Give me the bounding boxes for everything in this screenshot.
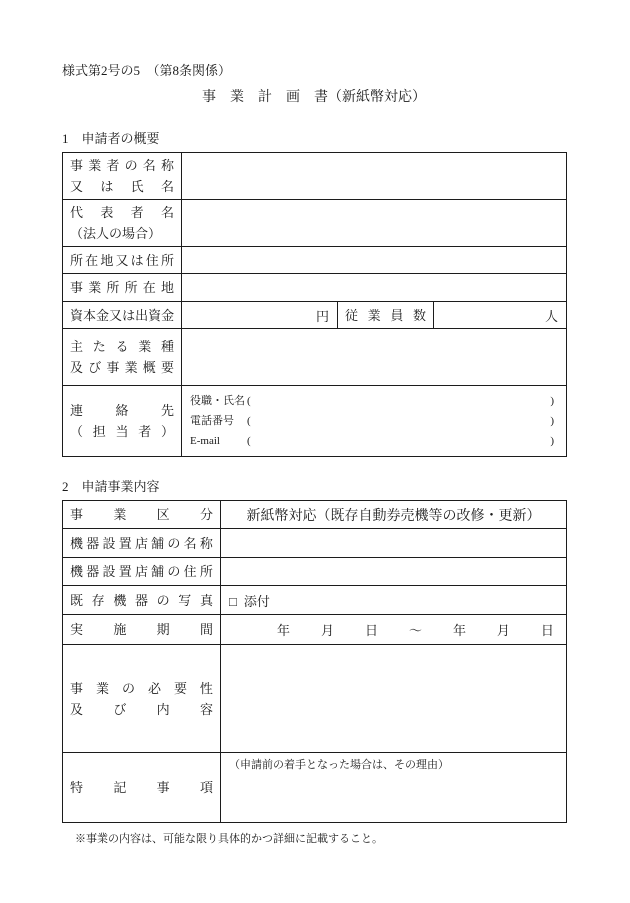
day-label: 日 — [540, 623, 554, 638]
label-location: 所 在 地 又 は 住 所 — [63, 247, 182, 274]
document-title: 事 業 計 画 書（新紙幣対応） — [202, 90, 426, 105]
row-equipment-photo — [63, 586, 567, 615]
row-necessity — [63, 645, 567, 753]
label-store-address: 機 器 設 置 店 舗 の 住 所 — [63, 558, 221, 586]
footnote: ※事業の内容は、可能な限り具体的かつ詳細に記載すること。 — [75, 833, 383, 845]
month-label: 月 — [320, 623, 334, 638]
row-capital — [63, 302, 567, 329]
label-equipment-photo: 既 存 機 器 の 写 真 — [63, 586, 221, 615]
contact-fields — [182, 386, 567, 457]
checkbox-icon: □ — [229, 593, 237, 609]
day-label: 日 — [364, 623, 378, 638]
section-1-heading: 1 申請者の概要 — [62, 131, 160, 146]
section-2-heading: 2 申請事業内容 — [62, 479, 160, 494]
input-employee-count — [434, 302, 567, 329]
label-implementation-period: 実 施 期 間 — [63, 615, 221, 645]
input-location — [182, 247, 567, 274]
open-paren: ( — [247, 435, 251, 447]
application-detail-table — [62, 500, 567, 823]
row-business-category — [63, 501, 567, 529]
row-office-location — [63, 274, 567, 302]
photo-attachment-cell — [221, 586, 567, 615]
business-category-value: 新紙幣対応（既存自動券売機等の改修・更新） — [221, 501, 567, 529]
label-business-name: 事 業 者 の 名 称 又 は 氏 名 — [63, 153, 182, 200]
close-paren: ) — [550, 395, 555, 407]
applicant-summary-table — [62, 152, 567, 457]
contact-line-email: E-mail ( ) — [190, 431, 554, 451]
contact-line-phone: 電話番号 ( ) — [190, 411, 554, 431]
special-notes-cell — [221, 753, 567, 823]
year-label: 年 — [452, 623, 466, 638]
close-paren: ) — [550, 435, 555, 447]
row-industry — [63, 329, 567, 386]
employees-unit: 人 — [545, 308, 559, 324]
row-store-address — [63, 558, 567, 586]
month-label: 月 — [496, 623, 510, 638]
capital-unit: 円 — [315, 308, 329, 324]
contact-line-name-title: 役職・氏名 ( ) — [190, 391, 554, 411]
label-business-category: 事 業 区 分 — [63, 501, 221, 529]
label-capital: 資 本 金 又 は 出 資 金 — [63, 302, 182, 329]
label-employees: 従 業 員 数 — [338, 302, 434, 329]
input-business-name — [182, 153, 567, 200]
label-special-notes: 特 記 事 項 — [63, 753, 221, 823]
open-paren: ( — [247, 395, 251, 407]
label-office-location: 事 業 所 所 在 地 — [63, 274, 182, 302]
input-industry — [182, 329, 567, 386]
input-office-location — [182, 274, 567, 302]
row-store-name — [63, 529, 567, 558]
form-number: 様式第2号の5 （第8条関係） — [62, 63, 232, 78]
attachment-label: 添付 — [243, 593, 270, 609]
row-representative — [63, 200, 567, 247]
label-necessity: 事 業 の 必 要 性 及 び 内 容 — [63, 645, 221, 753]
input-necessity — [221, 645, 567, 753]
row-special-notes — [63, 753, 567, 823]
open-paren: ( — [247, 415, 251, 427]
label-contact: 連 絡 先 （ 担 当 者 ） — [63, 386, 182, 457]
label-store-name: 機 器 設 置 店 舗 の 名 称 — [63, 529, 221, 558]
label-industry: 主 た る 業 種 及 び 事 業 概 要 — [63, 329, 182, 386]
period-date-cell — [221, 615, 567, 645]
input-capital-amount — [182, 302, 338, 329]
input-store-name — [221, 529, 567, 558]
row-location — [63, 247, 567, 274]
tilde-separator: ～ — [408, 623, 422, 638]
input-store-address — [221, 558, 567, 586]
close-paren: ) — [550, 415, 555, 427]
special-notes-hint: （申請前の着手となった場合は、その理由） — [229, 759, 449, 771]
row-contact — [63, 386, 567, 457]
row-business-name — [63, 153, 567, 200]
input-representative — [182, 200, 567, 247]
year-label: 年 — [277, 623, 291, 638]
label-representative: 代 表 者 名 （法人の場合） — [63, 200, 182, 247]
row-implementation-period — [63, 615, 567, 645]
